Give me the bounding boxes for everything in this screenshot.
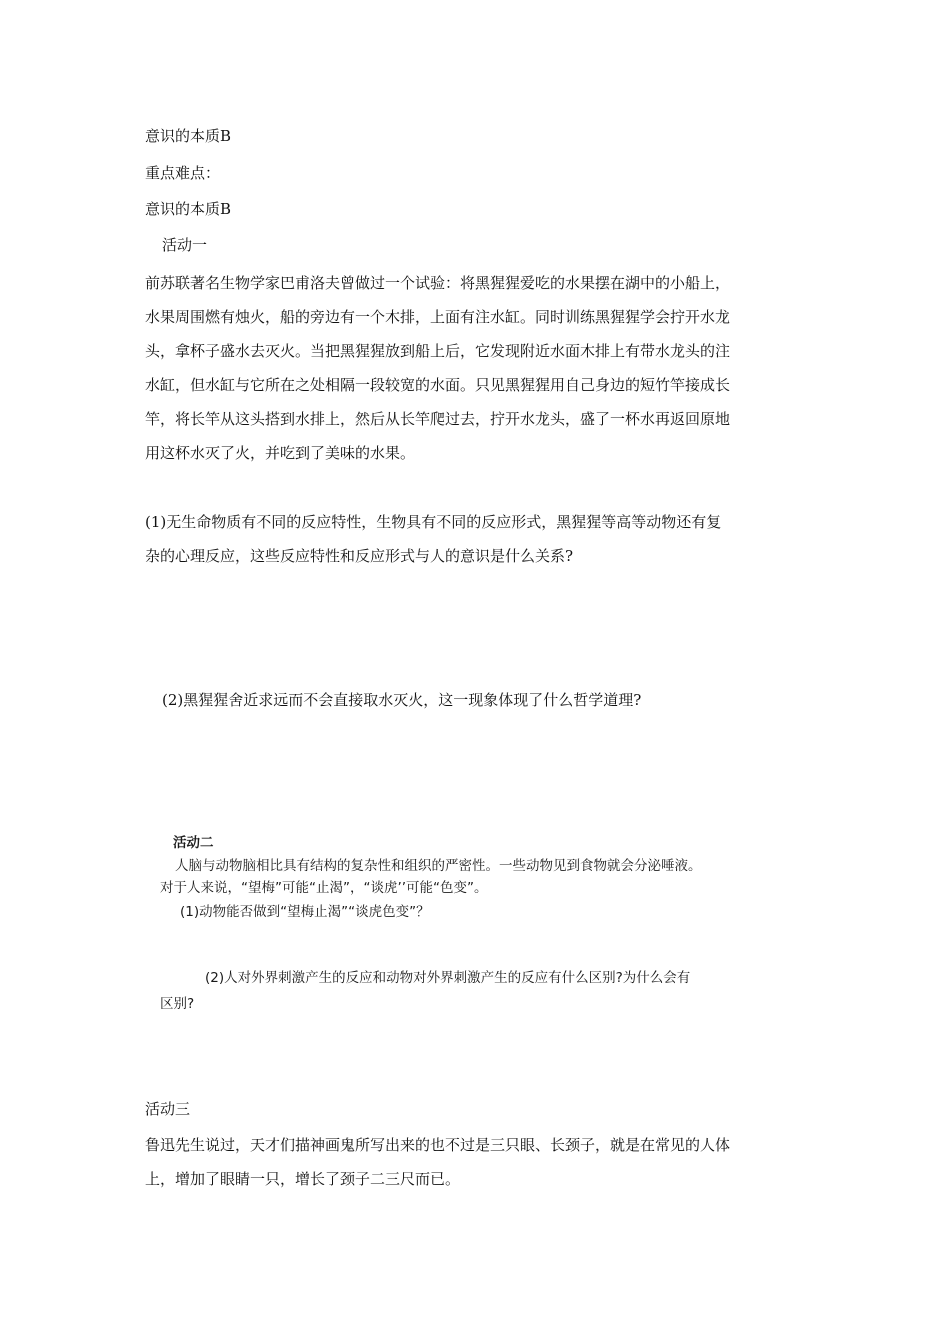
passage-line: 上，增加了眼睛一只，增长了颈子二三尺而已。	[145, 1170, 461, 1188]
activity1-question2: (2)黑猩猩舍近求远而不会直接取水灭火，这一现象体现了什么哲学道理?	[162, 691, 642, 709]
activity3-passage	[145, 1128, 810, 1196]
activity2-question1: (1)动物能否做到“望梅止渴”“谈虎色变”？	[180, 904, 430, 920]
activity2-question2: (2)人对外界刺激产生的反应和动物对外界刺激产生的反应有什么区别?为什么会有	[205, 970, 691, 986]
activity1-title: 活动一	[162, 236, 208, 254]
activity1-question1	[145, 505, 810, 573]
passage-line: 竿，将长竿从这头搭到水排上，然后从长竿爬过去，拧开水龙头，盛了一杯水再返回原地	[145, 410, 731, 428]
question-line: 杂的心理反应，这些反应特性和反应形式与人的意识是什么关系?	[145, 547, 574, 565]
passage-line: 水果周围燃有烛火，船的旁边有一个木排，上面有注水缸。同时训练黑猩猩学会拧开水龙	[145, 308, 731, 326]
topic-line: 意识的本质B	[145, 127, 232, 145]
activity2-text-line1: 人脑与动物脑相比具有结构的复杂性和组织的严密性。一些动物见到食物就会分泌唾液。	[175, 858, 702, 874]
activity1-passage	[145, 266, 810, 470]
key-points-heading: 重点难点：	[145, 164, 221, 182]
passage-line: 水缸，但水缸与它所在之处相隔一段较宽的水面。只见黑猩猩用自己身边的短竹竿接成长	[145, 376, 731, 394]
passage-line: 用这杯水灭了火，并吃到了美味的水果。	[145, 444, 416, 462]
key-points-topic: 意识的本质B	[145, 200, 232, 218]
activity2-title: 活动二	[173, 835, 214, 851]
question-line: (1)无生命物质有不同的反应特性，生物具有不同的反应形式，黑猩猩等高等动物还有复	[145, 513, 722, 531]
activity2-question2-cont: 区别?	[160, 996, 195, 1012]
activity2-text-line2: 对于人来说，“望梅”可能“止渴”，“谈虎’’可能“色变”。	[160, 880, 488, 896]
passage-line: 鲁迅先生说过，天才们描神画鬼所写出来的也不过是三只眼、长颈子，就是在常见的人体	[145, 1136, 731, 1154]
passage-line: 头，拿杯子盛水去灭火。当把黑猩猩放到船上后，它发现附近水面木排上有带水龙头的注	[145, 342, 731, 360]
passage-line: 前苏联著名生物学家巴甫洛夫曾做过一个试验：将黑猩猩爱吃的水果摆在湖中的小船上，	[145, 274, 731, 292]
activity3-title: 活动三	[145, 1100, 191, 1118]
